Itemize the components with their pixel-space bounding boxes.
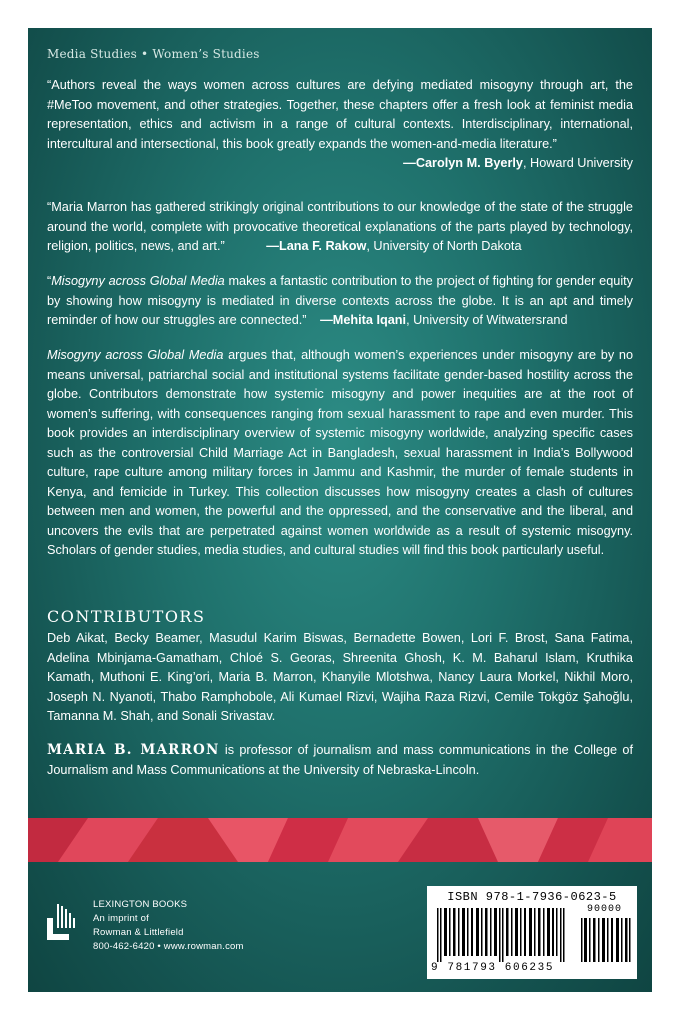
quote-rakow [47,198,633,257]
book-title: Misogyny across Global Media [47,348,224,362]
contributors-heading: CONTRIBUTORS [47,607,206,626]
book-description [47,346,633,561]
quote-affiliation: , University of North Dakota [366,239,522,253]
publisher-name: LEXINGTON BOOKS [93,899,188,910]
quote-iqani: “Misogyny across Global Media makes a fantastic contribution to the project of fighting for gender equity by showing how misogyny is mediated in diverse contexts across the globe. It is an apt and timely reminder of how our struggles are connected.” —Mehita Iqani, University of Witwatersrand [47,274,634,327]
quote-text: “Maria Marron has gathered strikingly original contributions to our knowledge of the state of the struggle around the world, complete with provocative theoretical explanations of the parts played by technology, religion, politics, news, and art.” [47,200,633,253]
author-bio [47,741,633,780]
isbn-barcode [427,886,637,979]
publisher-logo-icon [47,902,77,942]
ean-number-text: 9 781793 606235 [431,962,555,974]
price-addon-text: 90000 [587,904,623,915]
description-text: argues that, although women’s experiences under misogyny are by no means universal, patriarchal social and institutional systems facilitate gender-based hostility across the globe. Contributors demonstrate how systemic misogyny and power inequities are at the root of women’s suffering, with consequences ranging from sexual harassment to rape and even murder. This book provides an interdisciplinary overview of systemic misogyny worldwide, analyzing specific cases such as the controversial Child Marriage Act in Bangladesh, sexual harassment in India’s Bollywood culture, rape culture among military forces in Jammu and Kashmir, the murder of female students in Kenya, and femicide in Turkey. This collection discusses how misogyny creates a clash of cultures between men and women, the powerful and the oppressed, and the conservative and the liberal, and uncovers the evils that are perpetrated against women worldwide as a result of systemic misogyny. Scholars of gender studies, media studies, and cultural studies will find this book particularly useful. [47,348,634,557]
quote-affiliation: , University of Witwatersrand [406,313,568,327]
quote-author: —Lana F. Rakow [266,239,367,253]
addon-barcode-icon [579,918,633,962]
book-title: Misogyny across Global Media [51,274,225,288]
back-cover [28,28,652,992]
decorative-ribbon [28,818,652,862]
publisher-text [93,898,244,954]
publisher-imprint-line: An imprint of [93,913,149,924]
quote-byerly [47,76,633,174]
quote-attribution [47,154,633,174]
publisher-contact: 800-462-6420 • www.rowman.com [93,941,244,952]
category-line: Media Studies • Women’s Studies [47,47,260,61]
author-bio-text: is professor of journalism and mass communications in the College of Journalism and Mass Communications at the University of Nebraska-Lincoln. [47,743,633,777]
author-name: MARIA B. MARRON [47,742,220,758]
isbn-text: ISBN 978-1-7936-0623-5 [447,890,617,904]
ean-barcode-icon [433,908,573,962]
quote-text: “Authors reveal the ways women across cultures are defying mediated misogyny through art, the #MeToo movement, and other strategies. Together, these chapters offer a fresh look at feminist media representation, ethics and activism in a range of cultural contexts. Interdisciplinary, international, intercultural and intersectional, this book greatly expands the women-and-media literature.” [47,78,633,151]
quote-author: —Carolyn M. Byerly [403,156,523,170]
quote-text: makes a fantastic contribution to the project of fighting for gender equity by showing how misogyny is mediated in diverse contexts across the globe. It is an apt and timely reminder of how our struggles are connected.” [47,274,634,327]
quote-affiliation: , Howard University [523,156,633,170]
contributors-list: Deb Aikat, Becky Beamer, Masudul Karim Biswas, Bernadette Bowen, Lori F. Brost, Sana Fatima, Adelina Mbinjama-Gamatham, Chloé S. Georas, Shreenita Ghosh, K. M. Baharul Islam, Kruthika Kamath, Muthoni E. King’ori, Maria B. Marron, Khanyile Mlotshwa, Nancy Laura Morkel, Nikhil Moro, Joseph N. Nyanoti, Thabo Ramphobole, Ali Kumael Rizvi, Wajiha Raza Rizvi, Cemile Tokgöz Şahoğlu, Tamanna M. Shah, and Sonali Srivastav. [47,631,633,723]
publisher-parent: Rowman & Littlefield [93,927,184,938]
quote-author: —Mehita Iqani [320,313,407,327]
